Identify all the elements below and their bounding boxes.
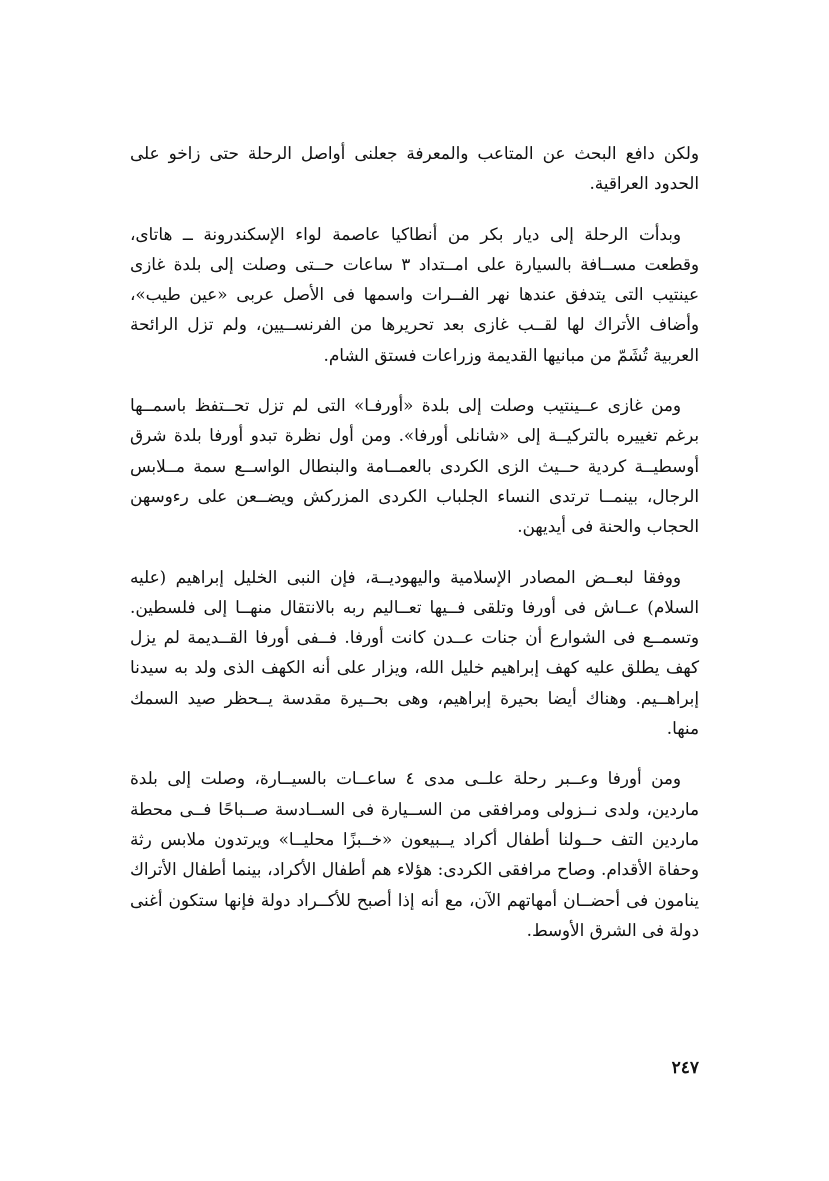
paragraph: ولكن دافع البحث عن المتاعب والمعرفة جعلنى أواصل الرحلة حتى زاخو على الحدود العراقية. — [130, 143, 699, 194]
paragraph: ومن أورفا وعــبر رحلة علــى مدى ٤ ساعــات بالسيــارة، وصلت إلى بلدة ماردين، ولدى نــزولى ومرافقى من الســيارة فى الســادسة صــباحًا فــى محطة ماردين التف حــولنا أطفال أكراد يــبيعون «خــبزًا محليــا» ويرتدون ملابس رثة وحفاة الأقدام. وصاح مرافقى الكردى: هؤلاء هم أطفال الأكراد، بينما أطفال الأتراك ينامون فى أحضــان أمهاتهم الآن، مع أنه إذا أصبح للأكــراد دولة فإنها ستكون أغنى دولة فى الشرق الأوسط. — [130, 768, 699, 940]
paragraph: ومن غازى عــينتيب وصلت إلى بلدة «أورفـا» التى لم تزل تحــتفظ باسمــها برغم تغييره بالتركيــة إلى «شانلى أورفا». ومن أول نظرة تبدو أورفا بلدة شرق أوسطيــة كردية حــيث الزى الكردى بالعمــامة والبنطال الواســع سمة مــلابس الرجال، بينمــا ترتدى النساء الجلباب الكردى المزركش ويضــعن على رءوسهن الحجاب والحنة فى أيديهن. — [130, 395, 699, 537]
page-number: ٢٤٧ — [671, 1058, 699, 1078]
body-text — [130, 138, 699, 965]
paragraph: وبدأت الرحلة إلى ديار بكر من أنطاكيا عاصمة لواء الإسكندرونة ــ هاتاى، وقطعت مســافة بالسيارة على امــتداد ٣ ساعات حــتى وصلت إلى بلدة غازى عينتيب التى يتدفق عندها نهر الفــرات واسمها فى الأصل عربى «عين طيب»، وأضاف الأتراك لها لقــب غازى بعد تحريرها من الفرنســيين، ولم تزل الرائحة العربية تُشَمّ من مبانيها القديمة وزراعات فستق الشام. — [130, 223, 699, 365]
paragraph: ووفقا لبعــض المصادر الإسلامية واليهوديــة، فإن النبى الخليل إبراهيم (عليه السلام) عــاش فى أورفا وتلقى فــيها تعــاليم ربه بالانتقال منهــا إلى فلسطين. وتسمــع فى الشوارع أن جنات عــدن كانت أورفا. فــفى أورفا القــديمة لم يزل كهف يطلق عليه كهف إبراهيم خليل الله، ويزار على أنه الكهف الذى ولد به سيدنا إبراهــيم. وهناك أيضا بحيرة إبراهيم، وهى بحــيرة مقدسة يــحظر صيد السمك منها. — [130, 566, 699, 739]
